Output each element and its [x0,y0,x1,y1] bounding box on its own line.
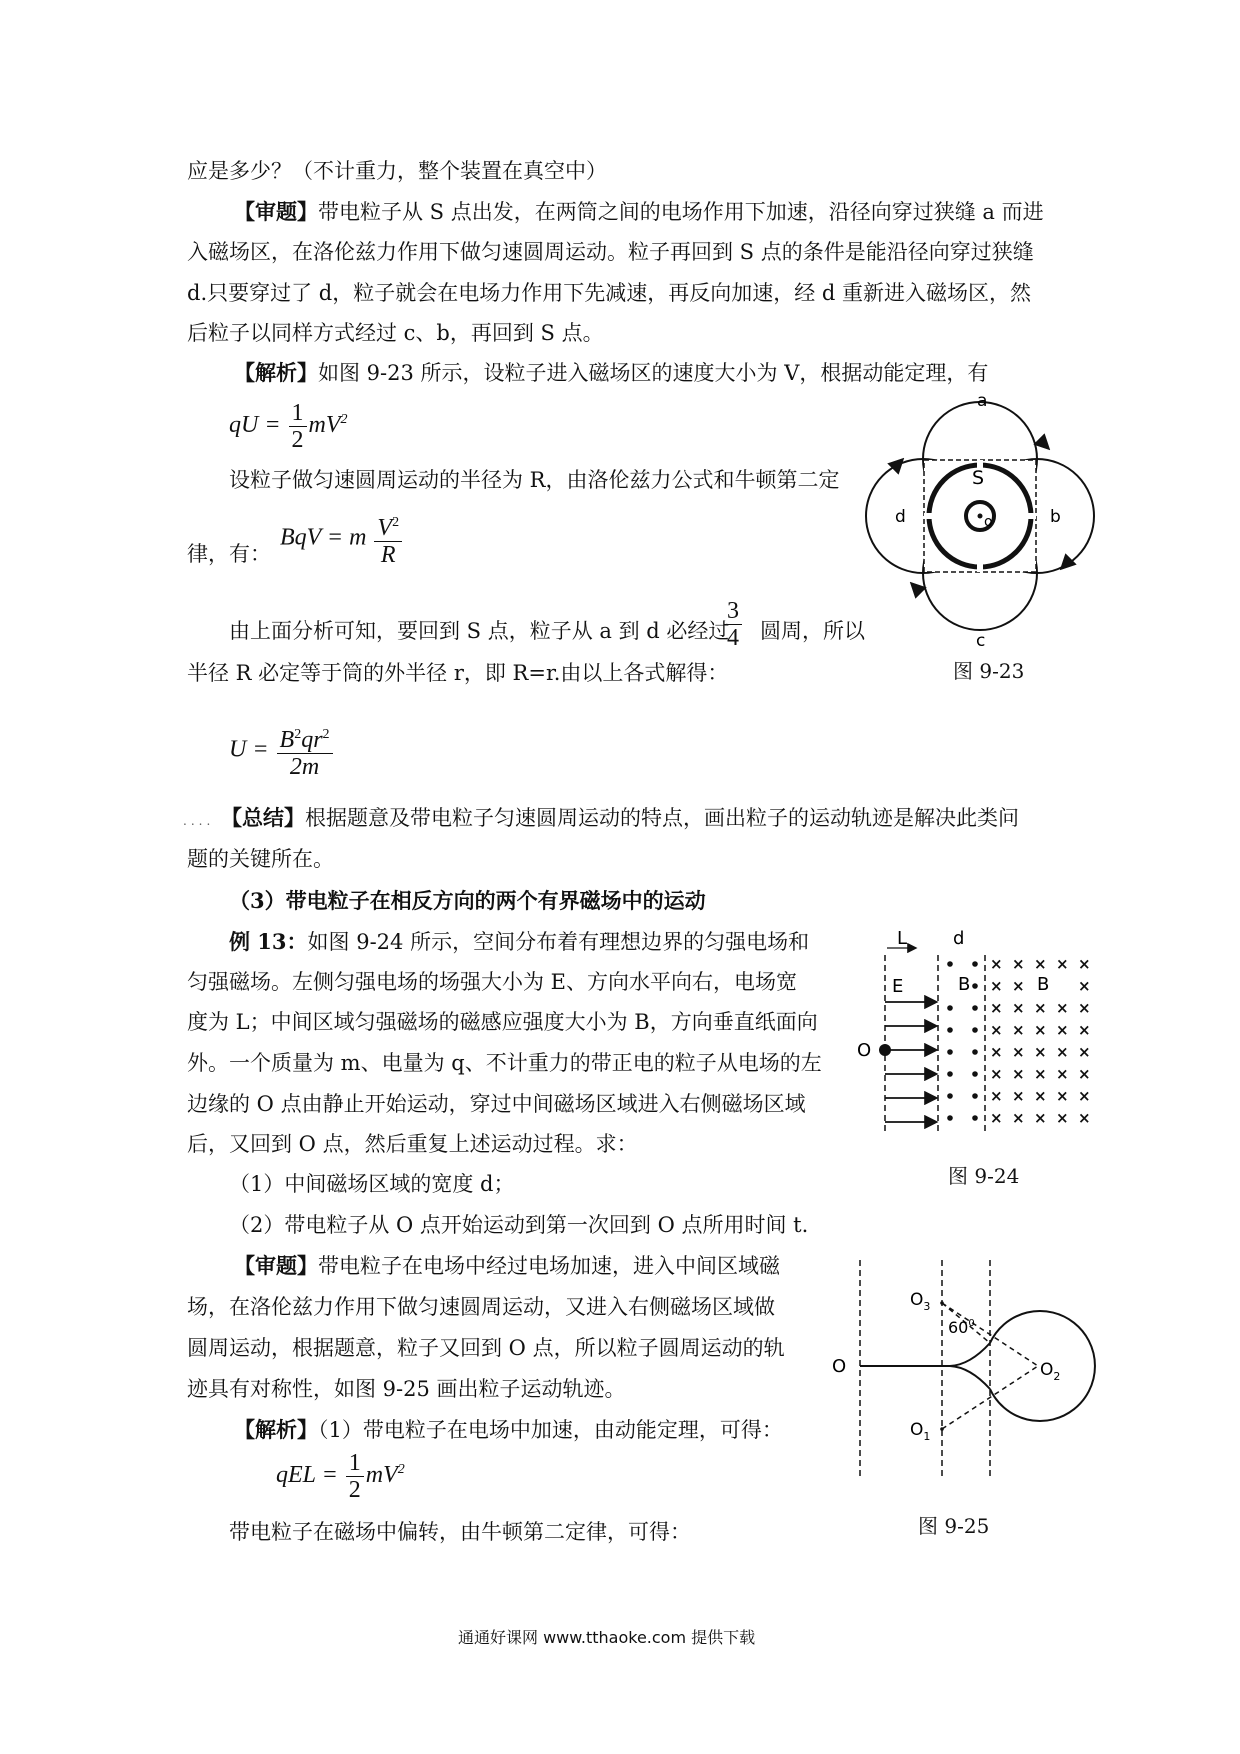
text-span: 律，有： [187,542,271,566]
text-line: 设粒子做匀速圆周运动的半径为 R，由洛伦兹力公式和牛顿第二定 [229,468,840,492]
fraction [374,510,402,568]
equation-electric-energy [276,1450,405,1503]
equation-energy [229,400,348,453]
fraction [346,1450,364,1503]
text-span: 如图 9-24 所示，空间分布着有理想边界的匀强电场和 [307,930,810,954]
text-line [234,359,988,387]
center-O1 [940,1427,944,1431]
field-dot [947,1093,953,1099]
field-cross: × [1078,955,1091,973]
eq-lhs: BqV = m [280,524,367,551]
label-d: d [953,928,965,949]
label-L: L [897,928,908,949]
particle-O [879,1044,891,1056]
field-cross: × [1012,1065,1025,1083]
field-cross: × [1034,1087,1047,1105]
label-b: b [1050,507,1061,527]
field-dot [972,1005,978,1011]
field-cross: × [990,1043,1003,1061]
text-line [234,1252,780,1280]
text-span: 由上面分析可知，要回到 S 点，粒子从 a 到 d 必经过 [229,619,730,643]
frac-num-var: V [377,515,393,541]
field-cross: × [1012,1087,1025,1105]
text-line: 外。一个质量为 m、电量为 q、不计重力的带正电的粒子从电场的左 [187,1051,822,1075]
field-cross: × [1078,1021,1091,1039]
frac-den: 2 [348,1477,361,1503]
text-line [229,617,729,645]
superscript: 2 [340,412,348,428]
field-dot [972,1093,978,1099]
question-1: （1）中间磁场区域的宽度 d； [229,1172,515,1196]
field-dot [947,1027,953,1033]
text-line: 度为 L；中间区域匀强磁场的磁感应强度大小为 B，方向垂直纸面向 [187,1010,818,1034]
text-line: 半径 R 必定等于筒的外半径 r，即 R=r.由以上各式解得： [187,661,729,685]
text-span: 如图 9-23 所示，设粒子进入磁场区的速度大小为 V，根据动能定理，有 [318,361,989,385]
label-d: d [895,507,906,527]
fraction [277,722,333,780]
figure-9-24 [855,930,1095,1140]
text-line: d.只要穿过了 d，粒子就会在电场力作用下先减速，再反向加速，经 d 重新进入磁场区，然 [187,281,1032,305]
frac-den-var: 2m [289,754,320,780]
frac-num [277,722,333,754]
field-dot [972,1027,978,1033]
eq-lhs: qEL = [276,1462,338,1489]
field-cross: × [1056,1087,1069,1105]
trajectory-arc-upper [950,1343,990,1366]
field-cross: × [990,1065,1003,1083]
label-o: o [984,514,993,530]
tag-jiexi: 【解析】 [234,1417,318,1442]
tag-shenti: 【审题】 [234,1253,318,1278]
example-label: 例 13： [229,929,308,954]
page-footer: 通通好课网 www.tthaoke.com 提供下载 [458,1628,756,1647]
field-cross: × [1056,1043,1069,1061]
question-2: （2）带电粒子从 O 点开始运动到第一次回到 O 点所用时间 t. [229,1213,809,1237]
superscript: 2 [294,727,302,742]
field-dot [972,961,978,967]
field-dot [972,1115,978,1121]
field-dot [947,1071,953,1077]
text-line: 圆周，所以 [760,619,865,643]
tag-zongjie: 【总结】 [220,805,305,830]
field-cross: × [1034,955,1047,973]
field-cross: × [1034,1021,1047,1039]
label-c: c [976,631,986,651]
field-cross: × [1078,977,1091,995]
trajectory-arc-lower [950,1366,990,1389]
label-O1: $O_1$ [910,1420,931,1443]
text-line [183,804,1019,835]
text-line: 圆周运动，根据题意，粒子又回到 O 点，所以粒子圆周运动的轨 [187,1336,785,1360]
text-line [229,928,809,956]
frac-num: 1 [346,1450,364,1477]
frac-num: 1 [289,400,307,427]
field-dot [947,1115,953,1121]
frac-den: 2 [291,427,304,453]
field-cross: × [1078,999,1091,1017]
frac-num-var: qr [301,727,323,753]
field-cross: × [1034,999,1047,1017]
field-dot [947,1049,953,1055]
superscript: 2 [397,1462,405,1478]
text-span: （1）带电粒子在电场中加速，由动能定理，可得： [318,1418,783,1442]
fraction-three-quarters [722,598,744,651]
text-line: 匀强磁场。左侧匀强电场的场强大小为 E、方向水平向右，电场宽 [187,970,798,994]
field-cross: × [990,999,1003,1017]
label-O: O [832,1356,847,1377]
field-cross: × [990,1109,1003,1127]
text-line: 迹具有对称性，如图 9-25 画出粒子运动轨迹。 [187,1377,626,1401]
eq-rhs: mV [308,412,341,439]
eq-rhs: mV [365,1462,398,1489]
text-line: 后粒子以同样方式经过 c、b，再回到 S 点。 [187,321,604,345]
field-cross: × [990,1087,1003,1105]
field-dot [972,1071,978,1077]
field-dot [947,961,953,967]
frac-num-var: B [279,727,295,753]
label-S: S [972,467,985,489]
text-span: 带电粒子从 S 点出发，在两筒之间的电场作用下加速，沿径向穿过狭缝 a 而进 [318,200,1044,224]
text-line: 应是多少？（不计重力，整个装置在真空中） [187,159,607,183]
text-line [187,540,271,568]
label-O2: $O_2$ [1040,1360,1061,1383]
field-cross: × [990,955,1003,973]
field-dot [947,1005,953,1011]
field-cross: × [1078,1109,1091,1127]
text-line: 带电粒子在磁场中偏转，由牛顿第二定律，可得： [229,1520,691,1544]
text-line: 场，在洛伦兹力作用下做匀速圆周运动，又进入右侧磁场区域做 [187,1295,775,1319]
superscript: 2 [322,727,330,742]
text-line: 后，又回到 O 点，然后重复上述运动过程。求： [187,1132,638,1156]
field-cross: × [990,977,1003,995]
caption-9-24: 图 9-24 [948,1164,1020,1188]
center-point [978,514,983,519]
fraction [724,598,742,651]
field-cross: × [1056,1109,1069,1127]
field-cross: × [1056,999,1069,1017]
field-cross: × [990,1021,1003,1039]
frac-den-var: R [380,542,396,568]
figure-9-23 [880,391,1080,651]
field-cross: × [1012,955,1025,973]
tag-jiexi: 【解析】 [234,360,318,385]
field-cross: × [1078,1087,1091,1105]
field-cross: × [1078,1065,1091,1083]
tag-shenti: 【审题】 [234,199,318,224]
caption-9-23: 图 9-23 [953,659,1025,683]
field-cross: × [1012,999,1025,1017]
field-cross: × [1056,955,1069,973]
center-O3 [940,1301,944,1305]
field-cross: × [1012,1109,1025,1127]
field-cross: × [1012,977,1025,995]
label-B-right: B [1037,974,1050,995]
dots: .... [183,814,215,828]
superscript: 2 [392,515,400,530]
field-cross: × [1056,1021,1069,1039]
caption-9-25: 图 9-25 [918,1514,990,1538]
label-angle: $60^0$ [948,1318,975,1337]
label-B-mid: B [958,974,971,995]
field-dot [972,983,978,989]
eq-lhs: qU = [229,412,281,439]
field-dot [972,1049,978,1055]
label-a: a [977,391,988,411]
frac-den: 4 [727,625,739,651]
section-heading: （3）带电粒子在相反方向的两个有界磁场中的运动 [229,888,706,913]
equation-result [229,722,335,780]
field-cross: × [1034,1065,1047,1083]
eq-lhs: U = [229,736,269,763]
field-cross: × [1034,1043,1047,1061]
text-span: 带电粒子在电场中经过电场加速，进入中间区域磁 [318,1254,780,1278]
equation-lorentz [280,510,404,568]
arrow-icon [914,586,920,592]
text-line: 边缘的 O 点由静止开始运动，穿过中间磁场区域进入右侧磁场区域 [187,1092,806,1116]
field-cross: × [1012,1043,1025,1061]
label-E: E [892,976,904,997]
text-line: 入磁场区，在洛伦兹力作用下做匀速圆周运动。粒子再回到 S 点的条件是能沿径向穿过狭缝 [187,240,1034,264]
figure-9-25 [830,1255,1110,1485]
fraction [289,400,307,453]
text-line [234,198,1044,226]
arrow-icon [1040,440,1046,446]
field-cross: × [1012,1021,1025,1039]
label-O3: $O_3$ [910,1290,931,1313]
field-cross: × [1034,1109,1047,1127]
field-cross: × [1078,1043,1091,1061]
frac-den [287,754,322,780]
frac-num: 3 [724,598,742,625]
text-line: 题的关键所在。 [187,847,334,871]
frac-num [374,510,402,542]
text-line [234,1416,783,1444]
label-O: O [857,1040,872,1061]
text-span: 根据题意及带电粒子匀速圆周运动的特点，画出粒子的运动轨迹是解决此类问 [304,806,1019,830]
frac-den [378,542,399,568]
field-cross: × [1056,1065,1069,1083]
